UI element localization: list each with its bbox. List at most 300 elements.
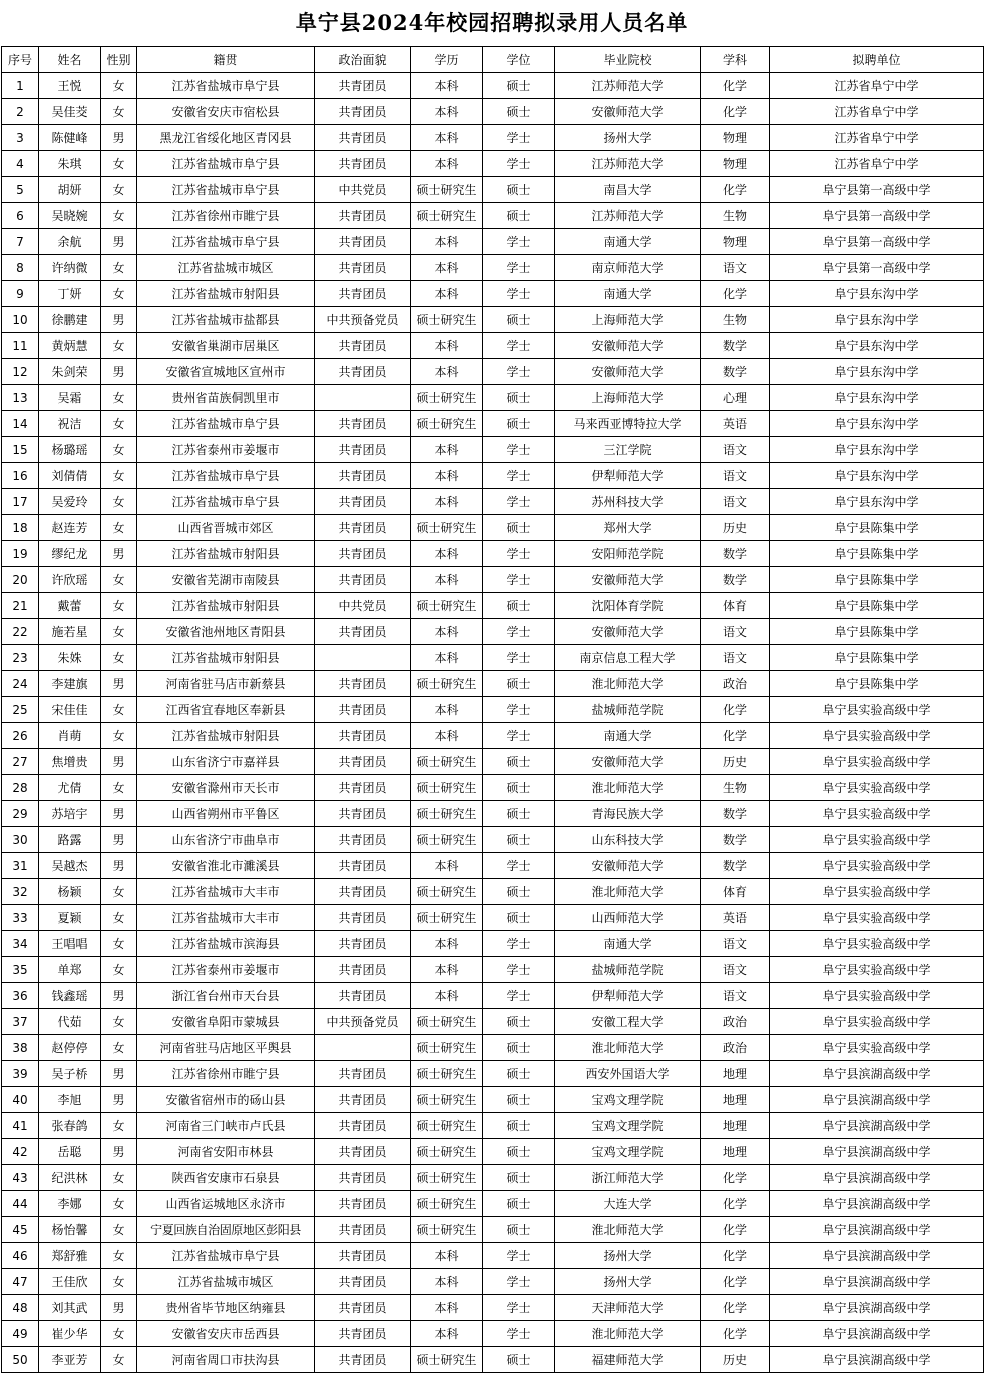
col-subject-cell: 化学 (701, 697, 770, 723)
col-political-status-cell: 共青团员 (315, 1191, 411, 1217)
col-subject-cell: 化学 (701, 99, 770, 125)
col-gender-cell: 女 (101, 73, 137, 99)
table-row (2, 333, 984, 359)
col-education-cell: 硕士研究生 (411, 1087, 483, 1113)
col-employer-cell: 阜宁县实验高级中学 (770, 697, 984, 723)
table-row (2, 1087, 984, 1113)
col-political-status-cell: 共青团员 (315, 931, 411, 957)
col-subject-cell: 数学 (701, 801, 770, 827)
col-gender-cell: 女 (101, 151, 137, 177)
col-school-cell: 扬州大学 (555, 125, 701, 151)
col-native-place-cell: 安徽省滁州市天长市 (137, 775, 315, 801)
col-native-place-cell: 江苏省盐城市阜宁县 (137, 411, 315, 437)
col-degree-cell: 硕士 (483, 1009, 555, 1035)
col-political-status-cell: 共青团员 (315, 775, 411, 801)
col-employer-cell: 阜宁县东沟中学 (770, 411, 984, 437)
col-subject-cell: 英语 (701, 905, 770, 931)
col-degree-cell: 硕士 (483, 1087, 555, 1113)
col-subject-cell: 体育 (701, 879, 770, 905)
col-native-place-cell: 江苏省盐城市射阳县 (137, 281, 315, 307)
col-school-cell: 安徽师范大学 (555, 333, 701, 359)
col-index-cell: 26 (2, 723, 39, 749)
col-education-cell: 硕士研究生 (411, 905, 483, 931)
col-index-cell: 27 (2, 749, 39, 775)
col-employer-cell: 阜宁县实验高级中学 (770, 775, 984, 801)
col-political-status-cell: 共青团员 (315, 671, 411, 697)
col-native-place-cell: 安徽省宿州市的砀山县 (137, 1087, 315, 1113)
col-political-status-cell: 共青团员 (315, 1321, 411, 1347)
col-school-cell: 江苏师范大学 (555, 151, 701, 177)
col-political-status-cell: 共青团员 (315, 1269, 411, 1295)
col-education-cell: 本科 (411, 359, 483, 385)
col-name-cell: 夏颖 (39, 905, 101, 931)
col-gender-cell: 女 (101, 333, 137, 359)
col-gender-cell: 女 (101, 931, 137, 957)
col-political-status-cell: 共青团员 (315, 151, 411, 177)
col-political-status-cell: 共青团员 (315, 463, 411, 489)
col-education-cell: 硕士研究生 (411, 593, 483, 619)
table-row (2, 1217, 984, 1243)
col-index-cell: 4 (2, 151, 39, 177)
col-employer-cell: 阜宁县陈集中学 (770, 515, 984, 541)
col-native-place-cell: 山东省济宁市嘉祥县 (137, 749, 315, 775)
col-education-cell: 本科 (411, 333, 483, 359)
col-education-cell: 本科 (411, 983, 483, 1009)
col-native-place-cell: 江苏省盐城市城区 (137, 1269, 315, 1295)
table-row (2, 281, 984, 307)
col-education-cell: 本科 (411, 99, 483, 125)
col-political-status-cell: 共青团员 (315, 255, 411, 281)
col-subject-cell: 数学 (701, 359, 770, 385)
col-subject-cell: 地理 (701, 1087, 770, 1113)
col-employer-cell: 阜宁县东沟中学 (770, 333, 984, 359)
col-name-cell: 李娜 (39, 1191, 101, 1217)
col-degree-cell: 学士 (483, 723, 555, 749)
col-name-cell: 王佳欣 (39, 1269, 101, 1295)
col-native-place-cell: 江苏省盐城市大丰市 (137, 879, 315, 905)
col-gender-cell: 女 (101, 723, 137, 749)
col-subject-cell: 心理 (701, 385, 770, 411)
col-education-cell: 本科 (411, 853, 483, 879)
table-row (2, 307, 984, 333)
col-education-cell: 硕士研究生 (411, 671, 483, 697)
col-school-cell: 安徽师范大学 (555, 853, 701, 879)
col-employer-cell: 阜宁县第一高级中学 (770, 177, 984, 203)
col-name-cell: 王唱唱 (39, 931, 101, 957)
col-school-cell: 伊犁师范大学 (555, 983, 701, 1009)
col-school-cell: 沈阳体育学院 (555, 593, 701, 619)
col-gender-cell: 女 (101, 697, 137, 723)
col-subject-cell: 数学 (701, 853, 770, 879)
table-row (2, 1269, 984, 1295)
col-education-cell: 本科 (411, 1321, 483, 1347)
col-gender-header: 性别 (101, 47, 137, 73)
col-gender-cell: 女 (101, 515, 137, 541)
col-degree-cell: 学士 (483, 151, 555, 177)
col-name-cell: 杨怡馨 (39, 1217, 101, 1243)
col-native-place-cell: 江苏省盐城市阜宁县 (137, 463, 315, 489)
col-education-cell: 本科 (411, 1243, 483, 1269)
col-political-status-cell: 共青团员 (315, 333, 411, 359)
col-school-cell: 南通大学 (555, 281, 701, 307)
col-gender-cell: 男 (101, 801, 137, 827)
col-political-status-cell: 共青团员 (315, 99, 411, 125)
table-row (2, 1347, 984, 1373)
col-subject-cell: 历史 (701, 1347, 770, 1373)
col-gender-cell: 女 (101, 1347, 137, 1373)
col-school-cell: 安阳师范学院 (555, 541, 701, 567)
col-degree-cell: 学士 (483, 359, 555, 385)
col-education-cell: 硕士研究生 (411, 749, 483, 775)
col-index-cell: 49 (2, 1321, 39, 1347)
col-education-cell: 本科 (411, 645, 483, 671)
col-school-cell: 大连大学 (555, 1191, 701, 1217)
col-employer-cell: 阜宁县滨湖高级中学 (770, 1269, 984, 1295)
col-school-cell: 扬州大学 (555, 1269, 701, 1295)
col-education-cell: 硕士研究生 (411, 1035, 483, 1061)
col-employer-cell: 阜宁县实验高级中学 (770, 723, 984, 749)
col-employer-cell: 阜宁县滨湖高级中学 (770, 1321, 984, 1347)
col-native-place-cell: 江苏省盐城市射阳县 (137, 723, 315, 749)
col-name-cell: 黄炳慧 (39, 333, 101, 359)
col-gender-cell: 女 (101, 255, 137, 281)
col-subject-cell: 生物 (701, 775, 770, 801)
col-education-header: 学历 (411, 47, 483, 73)
col-gender-cell: 女 (101, 1269, 137, 1295)
col-school-cell: 山东科技大学 (555, 827, 701, 853)
table-row (2, 567, 984, 593)
table-row (2, 73, 984, 99)
col-index-cell: 23 (2, 645, 39, 671)
col-employer-cell: 阜宁县陈集中学 (770, 645, 984, 671)
col-political-status-cell: 共青团员 (315, 983, 411, 1009)
table-row (2, 801, 984, 827)
col-index-cell: 11 (2, 333, 39, 359)
col-political-status-cell: 共青团员 (315, 697, 411, 723)
col-subject-cell: 数学 (701, 333, 770, 359)
col-gender-cell: 女 (101, 1243, 137, 1269)
col-name-cell: 刘其武 (39, 1295, 101, 1321)
col-native-place-cell: 江苏省泰州市姜堰市 (137, 437, 315, 463)
col-native-place-cell: 江苏省盐城市阜宁县 (137, 229, 315, 255)
col-subject-cell: 化学 (701, 1321, 770, 1347)
col-name-cell: 尤倩 (39, 775, 101, 801)
col-education-cell: 硕士研究生 (411, 307, 483, 333)
col-education-cell: 硕士研究生 (411, 1009, 483, 1035)
col-index-cell: 2 (2, 99, 39, 125)
col-education-cell: 硕士研究生 (411, 1061, 483, 1087)
col-gender-cell: 男 (101, 983, 137, 1009)
col-name-cell: 张春鸽 (39, 1113, 101, 1139)
col-education-cell: 本科 (411, 489, 483, 515)
col-political-status-cell: 共青团员 (315, 73, 411, 99)
col-native-place-header: 籍贯 (137, 47, 315, 73)
table-row (2, 827, 984, 853)
col-political-status-cell: 共青团员 (315, 1165, 411, 1191)
col-index-cell: 22 (2, 619, 39, 645)
col-school-cell: 安徽工程大学 (555, 1009, 701, 1035)
col-employer-cell: 阜宁县滨湖高级中学 (770, 1113, 984, 1139)
col-employer-cell: 阜宁县实验高级中学 (770, 749, 984, 775)
col-native-place-cell: 江苏省泰州市姜堰市 (137, 957, 315, 983)
col-political-status-cell (315, 645, 411, 671)
col-gender-cell: 女 (101, 1035, 137, 1061)
col-index-cell: 35 (2, 957, 39, 983)
col-employer-cell: 阜宁县实验高级中学 (770, 1009, 984, 1035)
col-name-cell: 李旭 (39, 1087, 101, 1113)
table-row (2, 931, 984, 957)
col-name-cell: 徐鹏建 (39, 307, 101, 333)
col-school-cell: 上海师范大学 (555, 307, 701, 333)
col-gender-cell: 男 (101, 541, 137, 567)
col-employer-cell: 阜宁县东沟中学 (770, 489, 984, 515)
col-native-place-cell: 江苏省徐州市睢宁县 (137, 1061, 315, 1087)
table-header-row (2, 47, 984, 73)
col-education-cell: 本科 (411, 463, 483, 489)
col-gender-cell: 男 (101, 1087, 137, 1113)
col-education-cell: 本科 (411, 229, 483, 255)
col-political-status-cell: 共青团员 (315, 957, 411, 983)
table-row (2, 437, 984, 463)
col-employer-cell: 江苏省阜宁中学 (770, 125, 984, 151)
col-subject-cell: 物理 (701, 151, 770, 177)
col-native-place-cell: 江苏省盐城市阜宁县 (137, 489, 315, 515)
col-political-status-cell: 共青团员 (315, 359, 411, 385)
col-index-cell: 18 (2, 515, 39, 541)
col-name-cell: 代茹 (39, 1009, 101, 1035)
col-degree-cell: 学士 (483, 229, 555, 255)
col-native-place-cell: 江西省宜春地区奉新县 (137, 697, 315, 723)
col-name-cell: 赵连芳 (39, 515, 101, 541)
col-political-status-cell: 共青团员 (315, 827, 411, 853)
col-political-status-cell: 共青团员 (315, 1087, 411, 1113)
col-subject-cell: 化学 (701, 1191, 770, 1217)
col-education-cell: 硕士研究生 (411, 1165, 483, 1191)
col-education-cell: 本科 (411, 281, 483, 307)
col-native-place-cell: 安徽省芜湖市南陵县 (137, 567, 315, 593)
col-school-cell: 山西师范大学 (555, 905, 701, 931)
col-native-place-cell: 山西省运城地区永济市 (137, 1191, 315, 1217)
table-row (2, 541, 984, 567)
col-subject-cell: 地理 (701, 1113, 770, 1139)
col-subject-cell: 化学 (701, 1217, 770, 1243)
table-row (2, 853, 984, 879)
col-political-status-cell: 共青团员 (315, 905, 411, 931)
col-degree-cell: 硕士 (483, 827, 555, 853)
col-native-place-cell: 黑龙江省绥化地区青冈县 (137, 125, 315, 151)
col-index-cell: 6 (2, 203, 39, 229)
col-employer-cell: 阜宁县滨湖高级中学 (770, 1165, 984, 1191)
col-name-cell: 吴子桥 (39, 1061, 101, 1087)
col-degree-cell: 硕士 (483, 515, 555, 541)
col-gender-cell: 女 (101, 1113, 137, 1139)
table-row (2, 723, 984, 749)
col-degree-cell: 硕士 (483, 1191, 555, 1217)
col-gender-cell: 女 (101, 1009, 137, 1035)
col-political-status-cell: 共青团员 (315, 853, 411, 879)
col-degree-cell: 学士 (483, 1269, 555, 1295)
col-name-cell: 纪洪林 (39, 1165, 101, 1191)
col-school-header: 毕业院校 (555, 47, 701, 73)
col-name-cell: 赵停停 (39, 1035, 101, 1061)
col-degree-cell: 硕士 (483, 1113, 555, 1139)
col-political-status-cell: 共青团员 (315, 749, 411, 775)
col-name-cell: 钱鑫瑶 (39, 983, 101, 1009)
col-index-cell: 9 (2, 281, 39, 307)
col-political-status-cell: 中共预备党员 (315, 307, 411, 333)
col-gender-cell: 女 (101, 593, 137, 619)
col-subject-cell: 数学 (701, 567, 770, 593)
col-political-status-cell: 共青团员 (315, 567, 411, 593)
col-gender-cell: 女 (101, 463, 137, 489)
table-row (2, 1165, 984, 1191)
col-gender-cell: 女 (101, 385, 137, 411)
col-native-place-cell: 河南省安阳市林县 (137, 1139, 315, 1165)
col-gender-cell: 女 (101, 1165, 137, 1191)
col-degree-cell: 硕士 (483, 749, 555, 775)
col-school-cell: 天津师范大学 (555, 1295, 701, 1321)
table-row (2, 229, 984, 255)
table-row (2, 775, 984, 801)
col-employer-cell: 江苏省阜宁中学 (770, 151, 984, 177)
col-political-status-cell: 共青团员 (315, 1347, 411, 1373)
col-education-cell: 本科 (411, 151, 483, 177)
col-political-status-cell: 中共预备党员 (315, 1009, 411, 1035)
table-row (2, 1139, 984, 1165)
col-degree-cell: 学士 (483, 619, 555, 645)
col-employer-cell: 阜宁县实验高级中学 (770, 801, 984, 827)
table-row (2, 1243, 984, 1269)
col-subject-cell: 化学 (701, 723, 770, 749)
col-school-cell: 南通大学 (555, 723, 701, 749)
col-index-cell: 44 (2, 1191, 39, 1217)
col-school-cell: 江苏师范大学 (555, 203, 701, 229)
col-degree-cell: 学士 (483, 255, 555, 281)
col-subject-cell: 语文 (701, 437, 770, 463)
table-row (2, 1191, 984, 1217)
col-political-status-cell: 共青团员 (315, 1139, 411, 1165)
col-political-status-cell: 共青团员 (315, 125, 411, 151)
col-degree-cell: 学士 (483, 983, 555, 1009)
col-name-cell: 苏培宇 (39, 801, 101, 827)
col-school-cell: 福建师范大学 (555, 1347, 701, 1373)
col-education-cell: 本科 (411, 125, 483, 151)
col-employer-cell: 阜宁县实验高级中学 (770, 983, 984, 1009)
col-index-cell: 33 (2, 905, 39, 931)
col-subject-cell: 数学 (701, 541, 770, 567)
col-gender-cell: 男 (101, 1139, 137, 1165)
col-name-cell: 吴越杰 (39, 853, 101, 879)
col-school-cell: 安徽师范大学 (555, 359, 701, 385)
col-degree-cell: 硕士 (483, 1061, 555, 1087)
table-row (2, 697, 984, 723)
col-education-cell: 本科 (411, 255, 483, 281)
col-index-cell: 41 (2, 1113, 39, 1139)
col-school-cell: 淮北师范大学 (555, 1217, 701, 1243)
col-political-status-cell: 共青团员 (315, 879, 411, 905)
col-school-cell: 三江学院 (555, 437, 701, 463)
col-native-place-cell: 安徽省池州地区青阳县 (137, 619, 315, 645)
table-row (2, 1061, 984, 1087)
col-degree-cell: 硕士 (483, 593, 555, 619)
col-name-cell: 施若星 (39, 619, 101, 645)
col-education-cell: 本科 (411, 931, 483, 957)
col-native-place-cell: 河南省周口市扶沟县 (137, 1347, 315, 1373)
col-political-status-cell: 共青团员 (315, 489, 411, 515)
table-row (2, 177, 984, 203)
col-education-cell: 硕士研究生 (411, 385, 483, 411)
col-index-cell: 32 (2, 879, 39, 905)
col-subject-cell: 化学 (701, 177, 770, 203)
col-name-cell: 陈健峰 (39, 125, 101, 151)
col-name-cell: 单郑 (39, 957, 101, 983)
col-subject-cell: 语文 (701, 957, 770, 983)
col-index-cell: 50 (2, 1347, 39, 1373)
col-employer-cell: 阜宁县实验高级中学 (770, 1035, 984, 1061)
col-native-place-cell: 山东省济宁市曲阜市 (137, 827, 315, 853)
col-school-cell: 淮北师范大学 (555, 671, 701, 697)
col-name-cell: 祝洁 (39, 411, 101, 437)
table-row (2, 203, 984, 229)
col-political-status-cell: 共青团员 (315, 229, 411, 255)
col-index-cell: 47 (2, 1269, 39, 1295)
col-index-cell: 20 (2, 567, 39, 593)
col-school-cell: 马来西亚博特拉大学 (555, 411, 701, 437)
col-gender-cell: 男 (101, 671, 137, 697)
col-employer-cell: 阜宁县东沟中学 (770, 359, 984, 385)
col-index-cell: 24 (2, 671, 39, 697)
col-gender-cell: 女 (101, 1191, 137, 1217)
col-degree-cell: 硕士 (483, 177, 555, 203)
col-name-cell: 朱姝 (39, 645, 101, 671)
col-name-cell: 许纳微 (39, 255, 101, 281)
col-subject-cell: 化学 (701, 1165, 770, 1191)
col-employer-cell: 阜宁县实验高级中学 (770, 827, 984, 853)
col-index-cell: 16 (2, 463, 39, 489)
col-native-place-cell: 江苏省盐城市射阳县 (137, 593, 315, 619)
col-index-cell: 38 (2, 1035, 39, 1061)
col-name-header: 姓名 (39, 47, 101, 73)
col-political-status-cell: 共青团员 (315, 541, 411, 567)
col-employer-cell: 阜宁县滨湖高级中学 (770, 1347, 984, 1373)
col-school-cell: 上海师范大学 (555, 385, 701, 411)
col-political-status-cell: 共青团员 (315, 1217, 411, 1243)
col-native-place-cell: 贵州省苗族侗凯里市 (137, 385, 315, 411)
col-degree-cell: 学士 (483, 1295, 555, 1321)
col-native-place-cell: 江苏省盐城市盐都县 (137, 307, 315, 333)
col-name-cell: 余航 (39, 229, 101, 255)
col-political-status-cell (315, 1035, 411, 1061)
col-gender-cell: 女 (101, 567, 137, 593)
col-gender-cell: 女 (101, 489, 137, 515)
col-subject-cell: 物理 (701, 229, 770, 255)
col-gender-cell: 男 (101, 1061, 137, 1087)
col-degree-cell: 学士 (483, 697, 555, 723)
col-school-cell: 淮北师范大学 (555, 775, 701, 801)
col-school-cell: 安徽师范大学 (555, 619, 701, 645)
col-employer-cell: 阜宁县东沟中学 (770, 463, 984, 489)
col-employer-cell: 阜宁县陈集中学 (770, 567, 984, 593)
col-employer-header: 拟聘单位 (770, 47, 984, 73)
col-gender-cell: 女 (101, 775, 137, 801)
col-education-cell: 硕士研究生 (411, 1113, 483, 1139)
col-name-cell: 朱剑荣 (39, 359, 101, 385)
table-row (2, 411, 984, 437)
col-native-place-cell: 江苏省盐城市射阳县 (137, 541, 315, 567)
table-row (2, 1113, 984, 1139)
col-index-cell: 39 (2, 1061, 39, 1087)
col-political-status-cell: 中共党员 (315, 177, 411, 203)
